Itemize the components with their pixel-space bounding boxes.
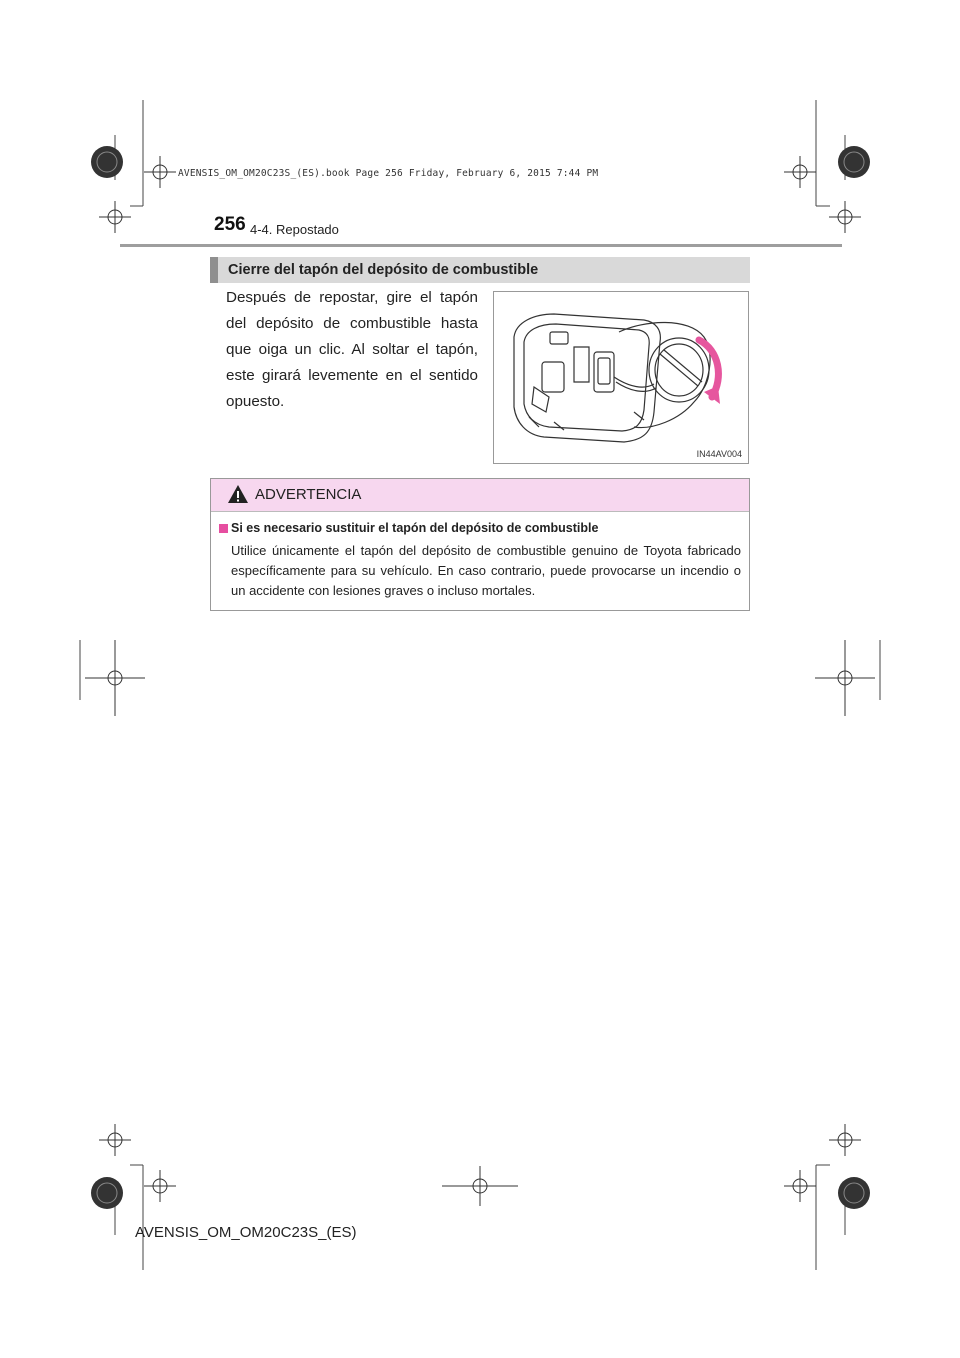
warning-triangle-icon — [227, 484, 249, 504]
figure-code: IN44AV004 — [696, 449, 742, 459]
header-rule — [120, 244, 842, 247]
bullet-square-icon — [219, 524, 228, 533]
warning-title: ADVERTENCIA — [255, 486, 362, 503]
page-number: 256 — [214, 214, 246, 235]
book-info: AVENSIS_OM_OM20C23S_(ES).book Page 256 Friday, February 6, 2015 7:44 PM — [178, 168, 599, 179]
footer-doc-id: AVENSIS_OM_OM20C23S_(ES) — [135, 1224, 357, 1241]
fuel-cap-illustration-icon — [494, 292, 750, 465]
warning-header — [211, 479, 749, 512]
section-label: 4-4. Repostado — [250, 222, 339, 237]
body-paragraph: Después de repostar, gire el tapón del depósito de combustible hasta que oiga un clic. Al soltar el tapón, este girará levemente en el sentido opuesto. — [226, 289, 478, 410]
section-heading-text: Cierre del tapón del depósito de combustible — [228, 262, 539, 278]
warning-box — [210, 478, 750, 611]
fuel-cap-figure — [493, 291, 749, 464]
warning-subtitle: Si es necesario sustituir el tapón del depósito de combustible — [231, 521, 599, 535]
warning-body: Utilice únicamente el tapón del depósito de combustible genuino de Toyota fabricado específicamente para su vehículo. En caso contrario, puede provocarse un incendio o un accidente con lesiones graves o incluso mortales. — [231, 543, 741, 598]
section-heading — [210, 257, 750, 283]
